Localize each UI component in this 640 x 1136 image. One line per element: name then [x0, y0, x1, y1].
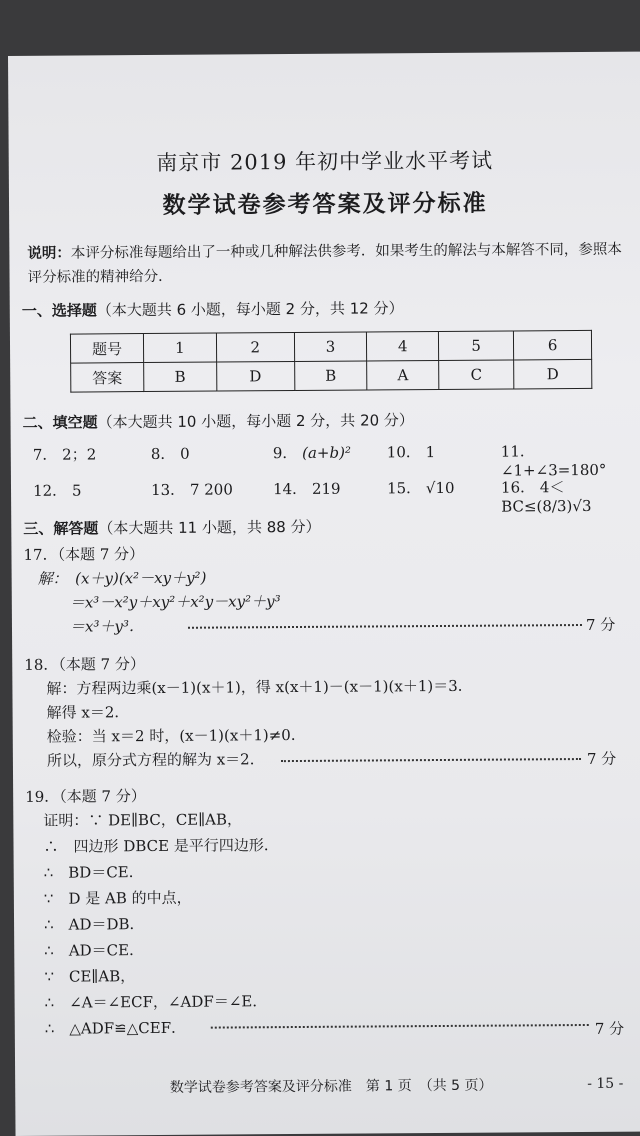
- q19-line: ∴ AD＝CE．: [44, 941, 145, 960]
- q18-line: 所以，原分式方程的解为 x＝2．: [46, 750, 265, 770]
- q19-line: ∴ ∠A＝∠ECF，∠ADF＝∠E．: [44, 992, 268, 1012]
- fill-item: 12． 5: [32, 481, 82, 500]
- q19-score: 7 分: [594, 1019, 625, 1038]
- fill-item: 7． 2；2: [32, 445, 97, 464]
- answer-key-subtitle: 数学试卷参考答案及评分标准: [162, 190, 488, 219]
- note-label: 说明：: [27, 245, 71, 262]
- grading-note: [27, 238, 631, 290]
- dotted-leader: [281, 758, 581, 762]
- q19-heading: 19．（本题 7 分）: [25, 787, 146, 806]
- table-row-numbers: [70, 330, 591, 363]
- section1-detail: （本大题共 6 小题，每小题 2 分，共 12 分）: [96, 299, 404, 320]
- q18-heading: 18．（本题 7 分）: [24, 655, 145, 674]
- table-cell: D: [514, 359, 592, 389]
- q19-line: 证明：∵ DE∥BC，CE∥AB，: [43, 810, 243, 830]
- note-text: 本评分标准每题给出了一种或几种解法供参考．如果考生的解法与本解答不同，参照本评分标准的精神给分．: [27, 241, 622, 286]
- table-header-answer: 答案: [71, 363, 144, 393]
- q17-line: ＝x³＋y³．: [69, 617, 145, 636]
- table-cell: 1: [143, 333, 216, 363]
- table-cell: C: [439, 360, 514, 390]
- dotted-leader: [188, 624, 582, 629]
- fill-item: 9． (a+b)²: [272, 443, 352, 463]
- section-choice-heading: [22, 297, 404, 321]
- exam-paper: [8, 52, 640, 1136]
- section2-detail: （本大题共 10 小题，每小题 2 分，共 20 分）: [97, 411, 414, 432]
- fill-item: 8． 0: [150, 444, 190, 464]
- table-cell: B: [144, 362, 217, 392]
- q19-line: ∵ CE∥AB，: [44, 967, 136, 986]
- page-footer: 数学试卷参考答案及评分标准 第 1 页 （共 5 页）: [169, 1077, 493, 1096]
- q19-line: ∴ AD＝DB．: [44, 915, 145, 934]
- fill-item: 13． 7 200: [150, 480, 233, 500]
- q17-line: 解： (x＋y)(x²－xy＋y²): [37, 568, 207, 588]
- table-cell: D: [216, 362, 294, 392]
- q18-line: 解：方程两边乘(x－1)(x＋1)，得 x(x＋1)－(x－1)(x＋1)＝3．: [46, 676, 473, 698]
- q17-line: ＝x³－x²y＋xy²＋x²y－xy²＋y³: [69, 592, 281, 612]
- fill-item: 14． 219: [272, 479, 341, 499]
- table-cell: A: [367, 361, 439, 391]
- fill-item: 16． 4＜BC≤(8/3)√3: [500, 478, 592, 516]
- q18-score: 7 分: [586, 749, 617, 768]
- table-row-answers: [71, 359, 592, 392]
- exam-title: 南京市 2019 年初中学业水平考试: [156, 148, 494, 175]
- q19-line: ∴ △ADF≌△CEF．: [44, 1018, 187, 1038]
- table-cell: 6: [514, 330, 592, 360]
- page-number: - 15 -: [587, 1075, 624, 1092]
- q17-score: 7 分: [585, 615, 616, 634]
- fill-item: 11． ∠1+∠3=180°: [500, 442, 607, 480]
- section3-title: 三、解答题: [23, 519, 99, 538]
- q18-line: 解得 x＝2．: [46, 703, 130, 722]
- fill-item: 10． 1: [386, 443, 436, 462]
- q19-line: ∴ 四边形 DBCE 是平行四边形．: [43, 836, 279, 856]
- q19-line: ∴ BD＝CE．: [43, 863, 144, 882]
- table-cell: 5: [438, 331, 513, 361]
- fill-item: 15． √10: [386, 478, 455, 498]
- table-header-number: 题号: [70, 334, 143, 364]
- section3-detail: （本大题共 11 小题，共 88 分）: [98, 517, 321, 538]
- q17-heading: 17．（本题 7 分）: [23, 545, 145, 564]
- choice-answer-table: [70, 330, 592, 393]
- section-solve-heading: [23, 516, 320, 539]
- section2-title: 二、填空题: [22, 413, 98, 432]
- table-cell: 2: [216, 333, 294, 363]
- section-fill-heading: [22, 409, 413, 433]
- q18-line: 检验：当 x＝2 时，(x－1)(x＋1)≠0．: [46, 725, 306, 746]
- table-cell: 3: [294, 332, 367, 362]
- table-cell: B: [294, 361, 367, 391]
- table-cell: 4: [367, 332, 439, 362]
- section1-title: 一、选择题: [21, 301, 97, 320]
- dotted-leader: [211, 1024, 589, 1029]
- q19-line: ∵ D 是 AB 的中点，: [43, 888, 192, 908]
